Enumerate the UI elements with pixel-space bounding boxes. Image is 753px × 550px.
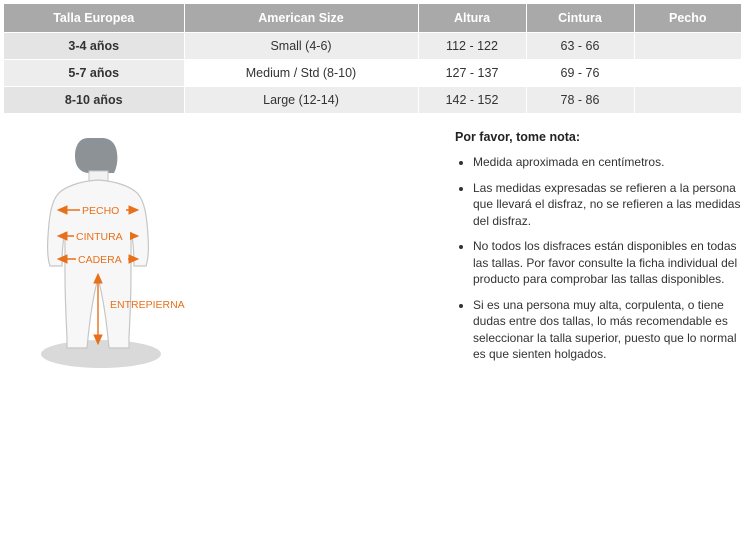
list-item: • Si es una persona muy alta, corpulenta, o tiene dudas entre dos tallas, lo más recomendable es seleccionar la talla superior, puesto que lo normal es que sienten holgados. [473,297,745,363]
cell-altura: 142 - 152 [418,87,526,114]
table-row [4,33,741,60]
notes-panel [455,130,745,372]
cell-cintura: 78 - 86 [526,87,634,114]
figure-svg [18,132,438,382]
table-row [4,60,741,87]
column-header-cintura: Cintura [526,4,634,33]
column-header-altura: Altura [418,4,526,33]
waist-label: CINTURA [76,231,123,243]
column-header-american-size: American Size [184,4,418,33]
cell-pecho [634,87,741,114]
cell-talla-europea: 5-7 años [4,60,184,87]
table-header-row [4,4,741,33]
size-chart-table [4,4,741,114]
list-item: • Las medidas expresadas se refieren a la persona que llevará el disfraz, no se refieren a las medidas del disfraz. [473,180,745,230]
hip-label: CADERA [78,254,122,266]
figure-head [75,138,117,173]
column-header-pecho: Pecho [634,4,741,33]
inseam-label: ENTREPIERNA [110,299,185,311]
list-item: • No todos los disfraces están disponibles en todas las tallas. Por favor consulte la ficha individual del producto para comprobar las tallas disponibles. [473,238,745,288]
cell-american-size: Large (12-14) [184,87,418,114]
cell-talla-europea: 8-10 años [4,87,184,114]
cell-altura: 112 - 122 [418,33,526,60]
chest-label: PECHO [82,205,120,217]
measurement-guide-section [0,124,753,384]
cell-talla-europea: 3-4 años [4,33,184,60]
cell-american-size: Medium / Std (8-10) [184,60,418,87]
notes-title: Por favor, tome nota: [455,130,581,144]
notes-list [455,154,745,363]
cell-american-size: Small (4-6) [184,33,418,60]
figure-shadow [41,340,161,368]
cell-pecho [634,60,741,87]
column-header-talla-europea: Talla Europea [4,4,184,33]
cell-altura: 127 - 137 [418,60,526,87]
table-row [4,87,741,114]
body-measurement-figure [18,132,438,382]
list-item: • Medida aproximada en centímetros. [473,154,745,171]
cell-pecho [634,33,741,60]
cell-cintura: 63 - 66 [526,33,634,60]
cell-cintura: 69 - 76 [526,60,634,87]
